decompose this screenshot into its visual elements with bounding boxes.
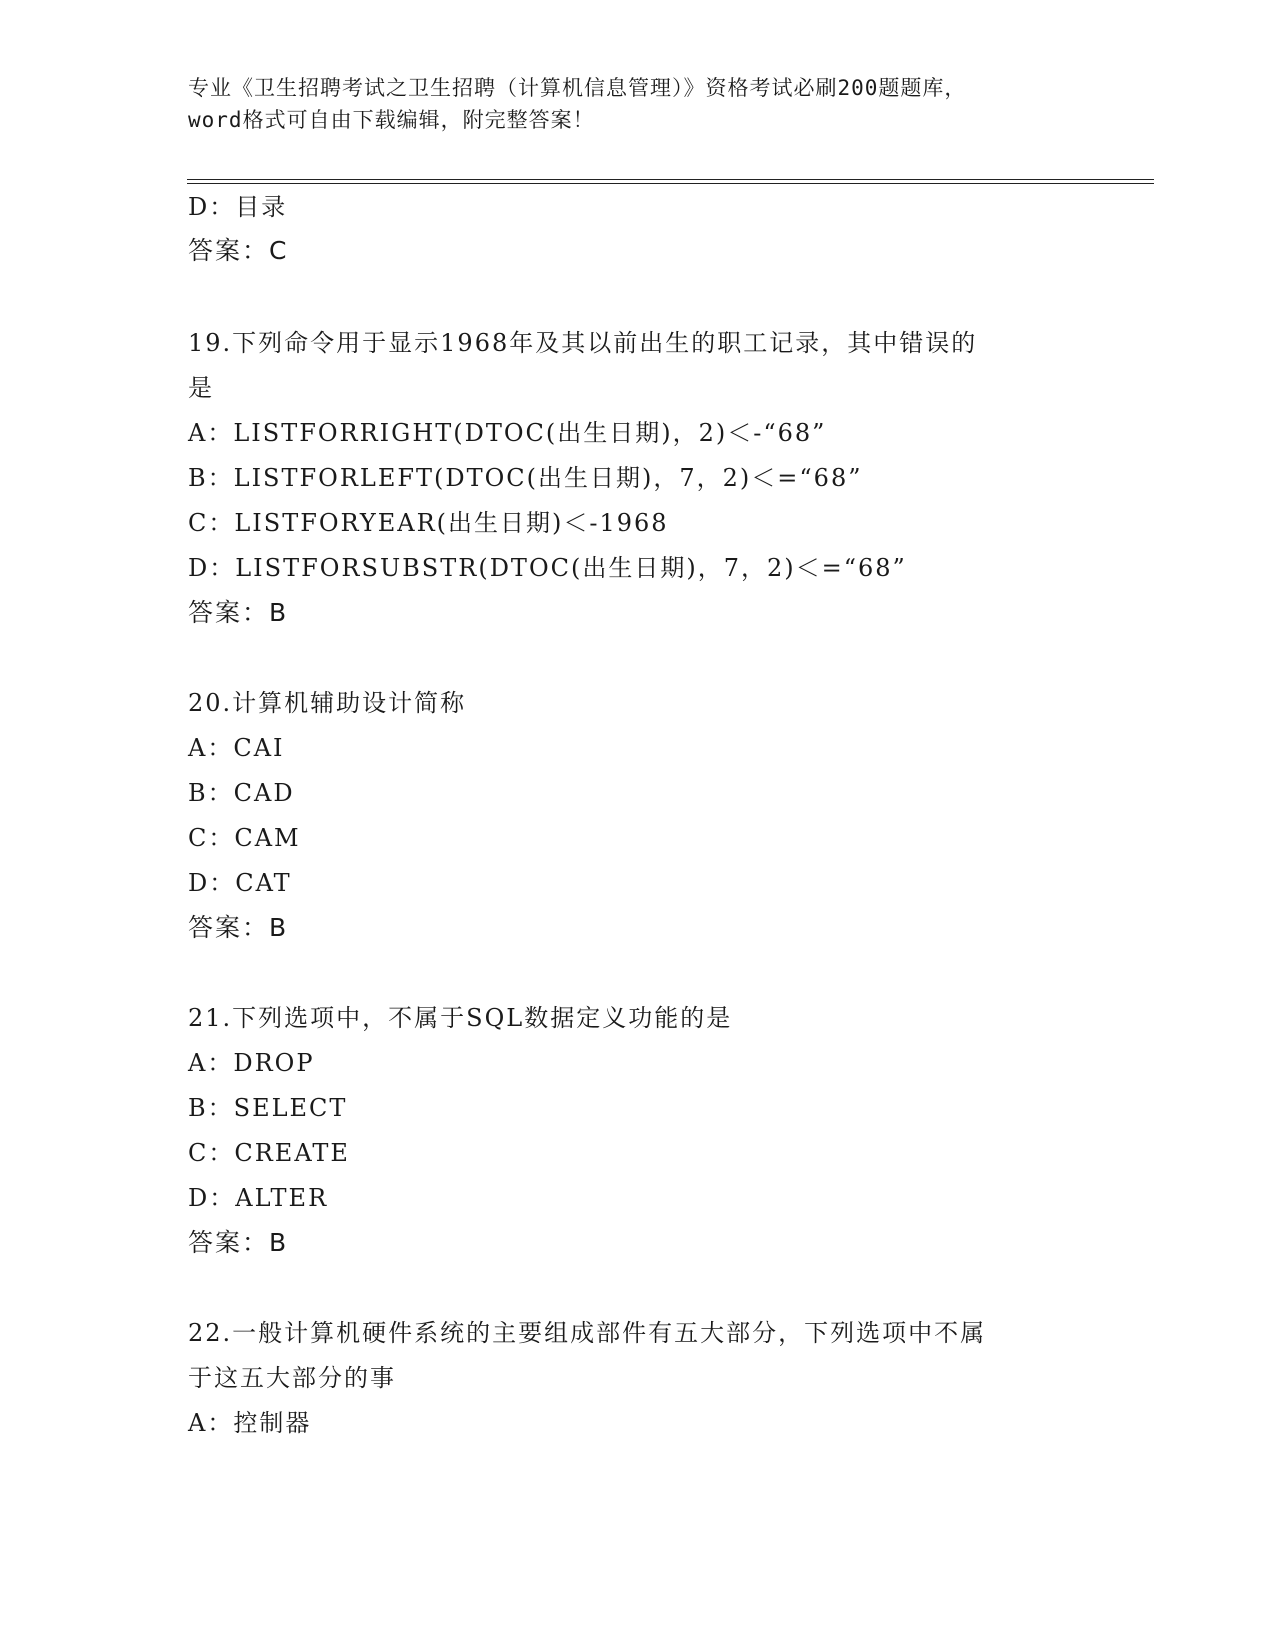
q20-answer: 答案：B (188, 913, 289, 942)
q21-option-a: A：DROP (188, 1049, 315, 1077)
q19-option-a: A：LISTFORRIGHT(DTOC(出生日期)，2)＜-“68” (188, 419, 827, 447)
q20-option-b: B：CAD (188, 779, 295, 807)
q19-option-d: D：LISTFORSUBSTR(DTOC(出生日期)，7，2)＜=“68” (188, 554, 907, 582)
q18-option-d: D：目录 (188, 193, 288, 221)
document-header (188, 72, 1088, 136)
q22-stem-line-2: 于这五大部分的事 (188, 1364, 396, 1392)
q21-option-c: C：CREATE (188, 1139, 350, 1167)
header-divider-bottom (187, 183, 1154, 184)
header-line-2: word格式可自由下载编辑，附完整答案！ (188, 108, 595, 132)
q21-option-b: B：SELECT (188, 1094, 348, 1122)
q19-stem-line-1: 19.下列命令用于显示1968年及其以前出生的职工记录，其中错误的 (188, 329, 978, 357)
q20-option-a: A：CAI (188, 734, 285, 762)
header-line-1: 专业《卫生招聘考试之卫生招聘（计算机信息管理）》资格考试必刷200题题库， (188, 76, 967, 100)
q21-option-d: D：ALTER (188, 1184, 329, 1212)
q20-option-d: D：CAT (188, 869, 292, 897)
q21-stem: 21.下列选项中，不属于SQL数据定义功能的是 (188, 1004, 733, 1032)
q20-option-c: C：CAM (188, 824, 301, 852)
q21-answer: 答案：B (188, 1228, 289, 1257)
q18-answer: 答案：C (188, 236, 289, 265)
q19-option-b: B：LISTFORLEFT(DTOC(出生日期)，7，2)＜=“68” (188, 464, 863, 492)
q19-stem-line-2: 是 (188, 374, 214, 402)
header-divider-top (187, 179, 1154, 180)
q22-option-a: A：控制器 (188, 1409, 312, 1437)
q22-stem-line-1: 22.一般计算机硬件系统的主要组成部件有五大部分，下列选项中不属 (188, 1319, 987, 1347)
q19-option-c: C：LISTFORYEAR(出生日期)＜-1968 (188, 509, 669, 537)
q20-stem: 20.计算机辅助设计简称 (188, 689, 467, 717)
q19-answer: 答案：B (188, 598, 289, 627)
